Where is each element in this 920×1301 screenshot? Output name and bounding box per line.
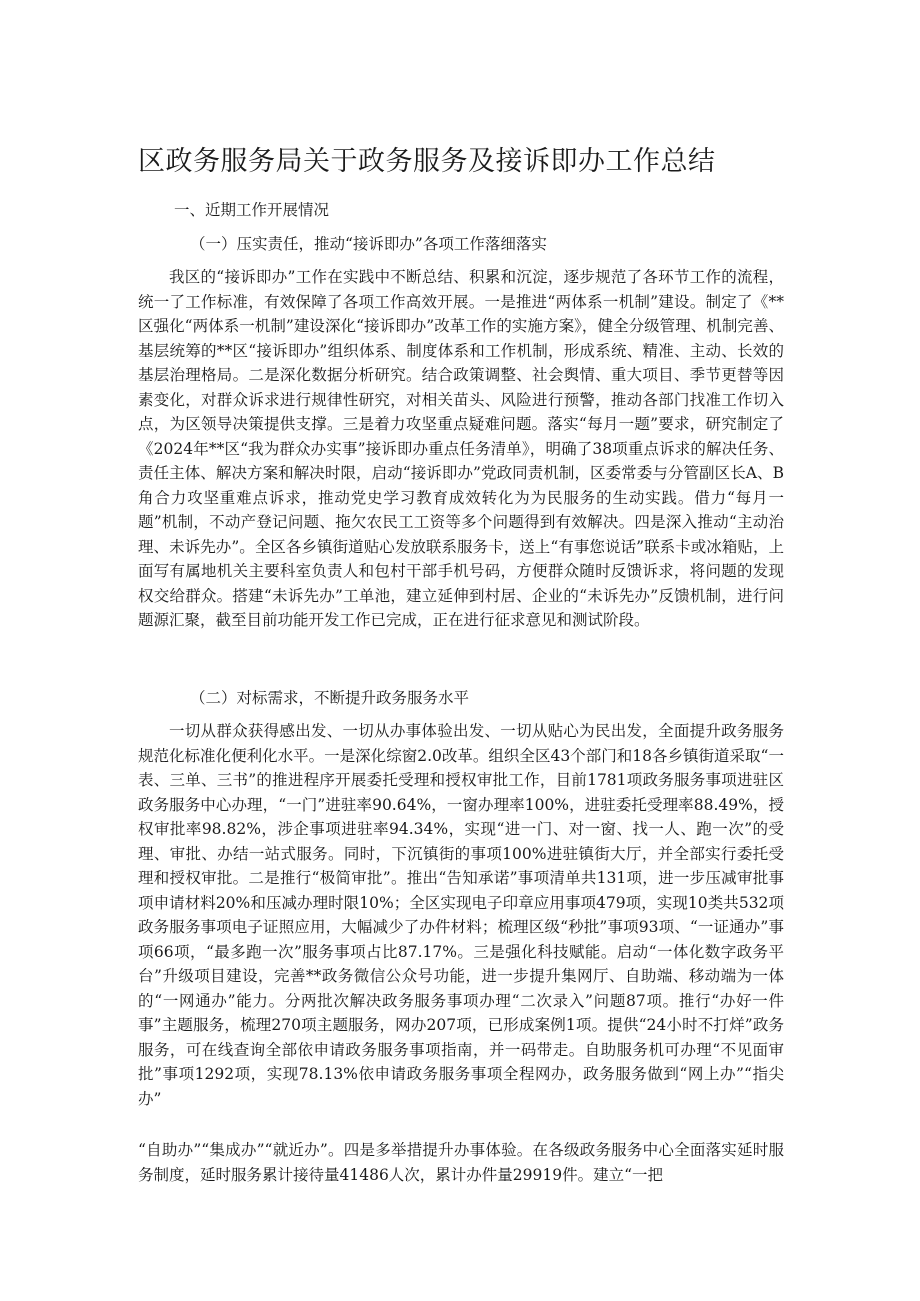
subsection-heading: （二）对标需求，不断提升政务服务水平 <box>190 689 470 707</box>
subsection-heading: （一）压实责任，推动“接诉即办”各项工作落细落实 <box>190 235 547 253</box>
section-heading: 一、近期工作开展情况 <box>174 201 330 219</box>
body-paragraph-continued: “自助办”“集成办”“就近办”。四是多举措提升办事体验。在各级政务服务中心全面落实延时服务制度，延时服务累计接待量41486人次，累计办件量29919件。建立“一把 <box>138 1141 784 1184</box>
body-paragraph: 一切从群众获得感出发、一切从办事体验出发、一切从贴心为民出发，全面提升政务服务规范化标准化便利化水平。一是深化综窗2.0改革。组织全区43个部门和18各乡镇街道采取“一表、三单、三书”的推进程序开展委托受理和授权审批工作，目前1781项政务服务事项进驻区政务服务中心办理，“一门”进驻率90.64%，一窗办理率100%，进驻委托受理率88.49%，授权审批率98.82%，涉企事项进驻率94.34%，实现“进一门、对一窗、找一人、跑一次”的受理、审批、办结一站式服务。同时，下沉镇街的事项100%进驻镇街大厅，并全部实行委托受理和授权审批。二是推行“极简审批”。推出“告知承诺”事项清单共131项，进一步压减审批事项申请材料20%和压减办理时限10%；全区实现电子印章应用事项479项，实现10类共532项政务服务事项电子证照应用，大幅减少了办件材料；梳理区级“秒批”事项93项、“一证通办”事项66项，“最多跑一次”服务事项占比87.17%。三是强化科技赋能。启动“一体化数字政务平台”升级项目建设，完善**政务微信公众号功能，进一步提升集网厅、自助端、移动端为一体的“一网通办”能力。分两批次解决政务服务事项办理“二次录入”问题87项。推行“办好一件事”主题服务，梳理270项主题服务，网办207项，已形成案例1项。提供“24小时不打烊”政务服务，可在线查询全部依申请政务服务事项指南，并一码带走。自助服务机可办理“不见面审批”事项1292项，实现78.13%依申请政务服务事项全程网办，政务服务做到“网上办”“指尖办” <box>138 722 784 1108</box>
document-title: 区政务服务局关于政务服务及接诉即办工作总结 <box>138 146 716 177</box>
body-paragraph: 我区的“接诉即办”工作在实践中不断总结、积累和沉淀，逐步规范了各环节工作的流程，统一了工作标准，有效保障了各项工作高效开展。一是推进“两体系一机制”建设。制定了《**区强化“两体系一机制”建设深化“接诉即办”改革工作的实施方案》，健全分级管理、机制完善、基层统筹的**区“接诉即办”组织体系、制度体系和工作机制，形成系统、精准、主动、长效的基层治理格局。二是深化数据分析研究。结合政策调整、社会舆情、重大项目、季节更替等因素变化，对群众诉求进行规律性研究，对相关苗头、风险进行预警，推动各部门找准工作切入点，为区领导决策提供支撑。三是着力攻坚重点疑难问题。落实“每月一题”要求，研究制定了《2024年**区“我为群众办实事”接诉即办重点任务清单》，明确了38项重点诉求的解决任务、责任主体、解决方案和解决时限，启动“接诉即办”党政同责机制，区委常委与分管副区长A、B角合力攻坚重难点诉求，推动党史学习教育成效转化为为民服务的生动实践。借力“每月一题”机制，不动产登记问题、拖欠农民工工资等多个问题得到有效解决。四是深入推动“主动治理、未诉先办”。全区各乡镇街道贴心发放联系服务卡，送上“有事您说话”联系卡或冰箱贴，上面写有属地机关主要科室负责人和包村干部手机号码，方便群众随时反馈诉求，将问题的发现权交给群众。搭建“未诉先办”工单池，建立延伸到村居、企业的“未诉先办”反馈机制，进行问题源汇聚，截至目前功能开发工作已完成，正在进行征求意见和测试阶段。 <box>138 268 784 629</box>
